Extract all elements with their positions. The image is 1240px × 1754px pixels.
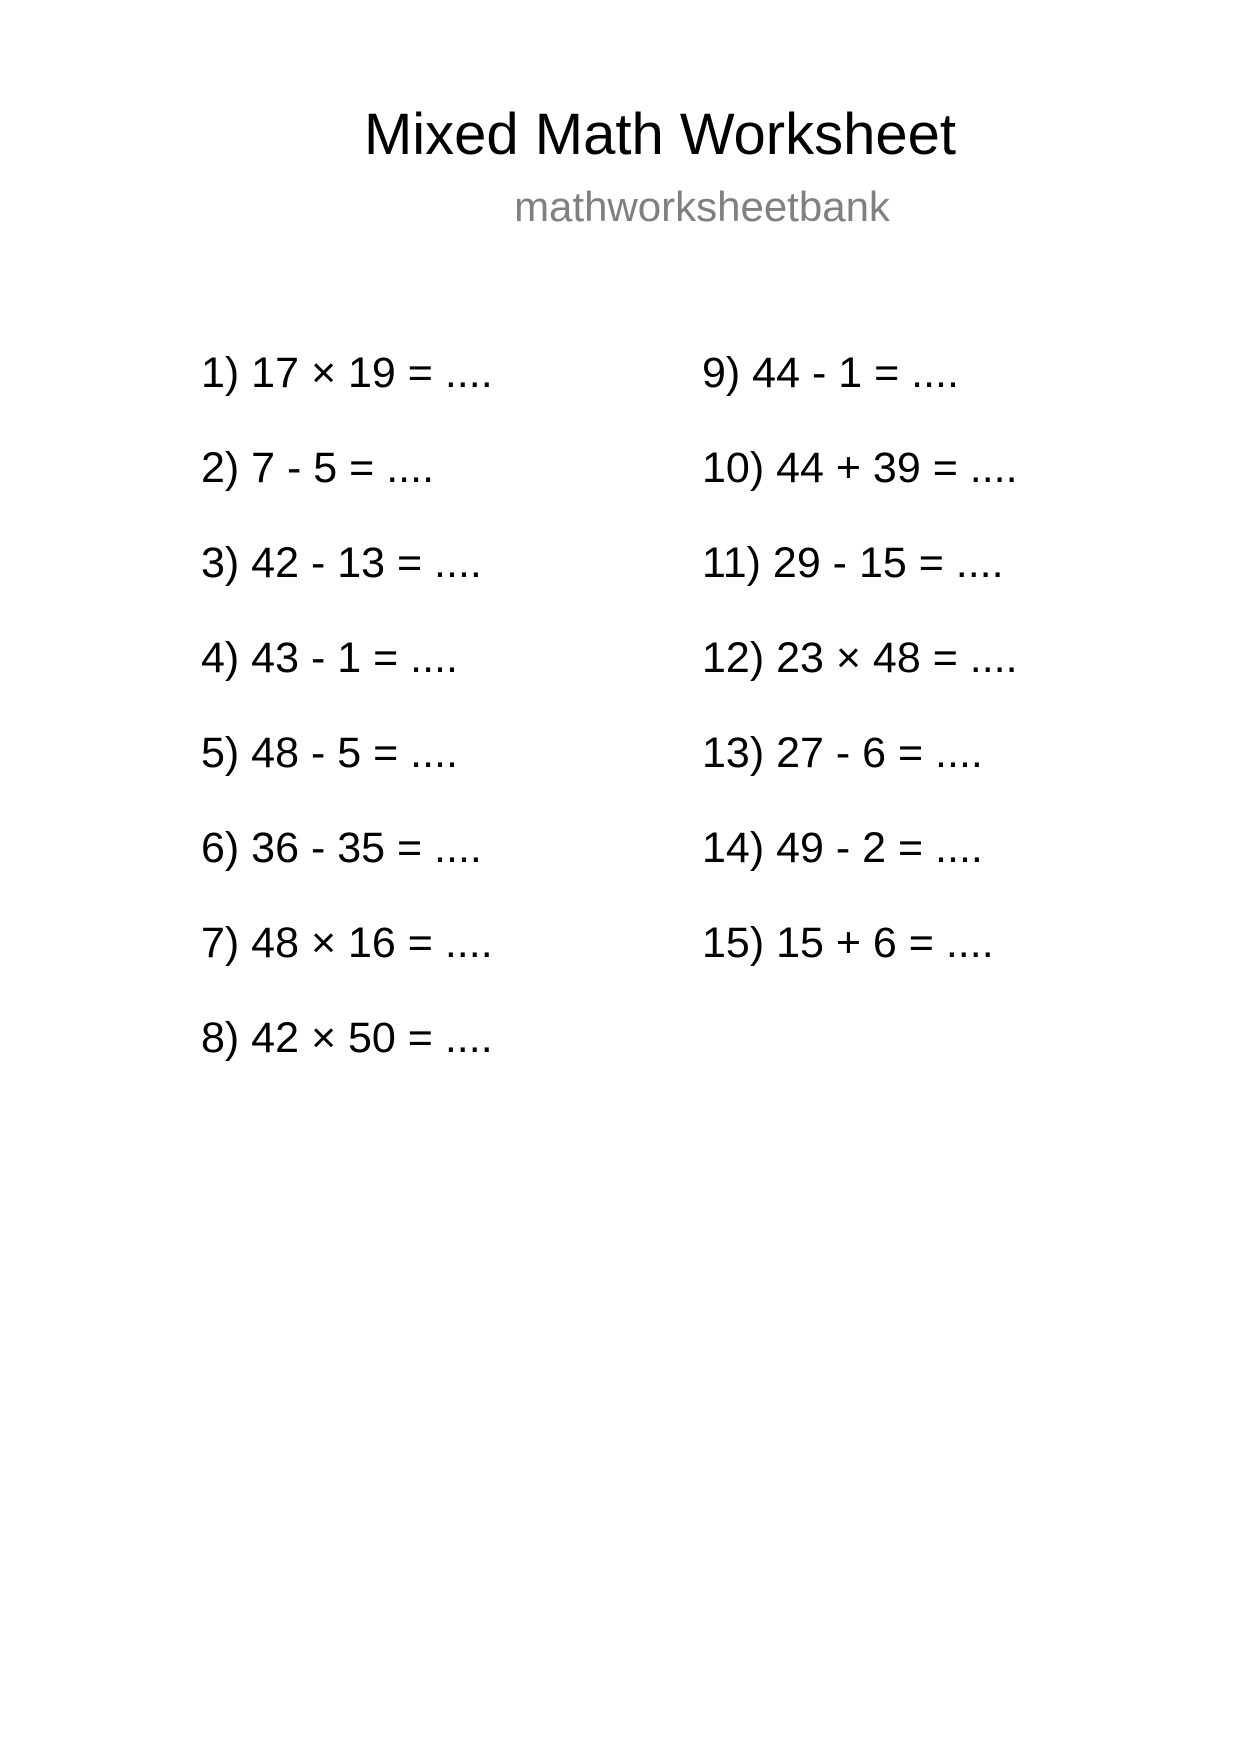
page-title: Mixed Math Worksheet bbox=[363, 102, 957, 167]
problem-10: 10) 44 + 39 = .... bbox=[702, 444, 1018, 492]
problem-12: 12) 23 × 48 = .... bbox=[702, 634, 1018, 682]
problem-column-right bbox=[702, 348, 1018, 1013]
problem-3: 3) 42 - 13 = .... bbox=[201, 539, 482, 587]
problem-9: 9) 44 - 1 = .... bbox=[702, 349, 959, 397]
problem-5: 5) 48 - 5 = .... bbox=[201, 729, 458, 777]
problem-column-left bbox=[201, 348, 493, 1108]
problem-6: 6) 36 - 35 = .... bbox=[201, 824, 482, 872]
problem-15: 15) 15 + 6 = .... bbox=[702, 919, 994, 967]
source-label: mathworksheetbank bbox=[514, 183, 890, 230]
problem-8: 8) 42 × 50 = .... bbox=[201, 1014, 493, 1062]
problem-7: 7) 48 × 16 = .... bbox=[201, 919, 493, 967]
problem-2: 2) 7 - 5 = .... bbox=[201, 444, 435, 492]
problem-14: 14) 49 - 2 = .... bbox=[702, 824, 983, 872]
problem-1: 1) 17 × 19 = .... bbox=[201, 349, 493, 397]
problem-4: 4) 43 - 1 = .... bbox=[201, 634, 458, 682]
problem-13: 13) 27 - 6 = .... bbox=[702, 729, 983, 777]
problem-11: 11) 29 - 15 = .... bbox=[702, 539, 1004, 587]
